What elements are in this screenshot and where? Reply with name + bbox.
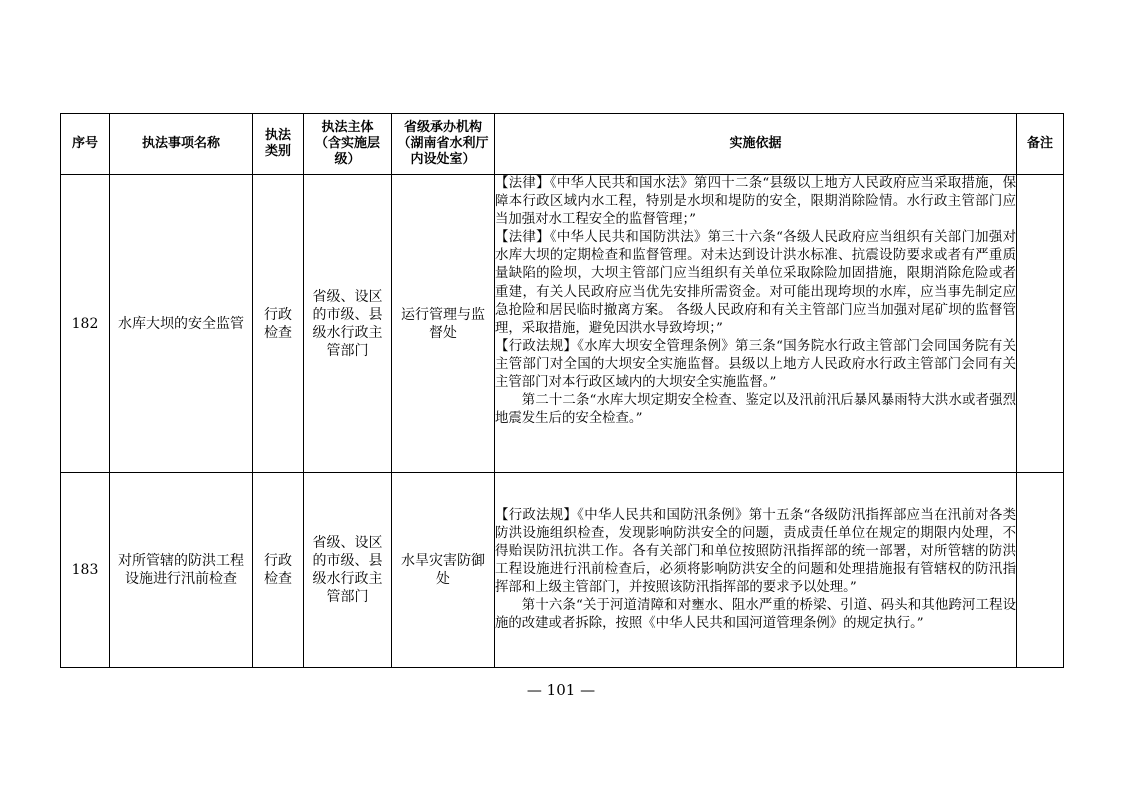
row-agency-text: 水旱灾害防御处 [401, 553, 485, 587]
basis-paragraph: 【行政法规】《中华人民共和国防汛条例》第十五条“各级防汛指挥部应当在汛前对各类防洪设施组织检查，发现影响防洪安全的问题，责成责任单位在规定的期限内处理，不得贻误防汛抗洪工作。各有关部门和单位按照防汛指挥部的统一部署，对所管辖的防洪工程设施进行汛前检查后，必须将影响防洪安全的问题和处理措施报有管辖权的防汛指挥部和上级主管部门，并按照该防汛指挥部的要求予以处理。” [495, 507, 1016, 596]
row-agency [392, 175, 495, 473]
regulation-table-sheet [60, 113, 1063, 668]
row-subject-text: 省级、设区的市级、县级水行政主管部门 [312, 535, 383, 605]
header-remark: 备注 [1017, 114, 1064, 175]
row-agency-text: 运行管理与监督处 [401, 306, 485, 341]
basis-paragraph: 【法律】《中华人民共和国水法》第四十二条“县级以上地方人民政府应当采取措施，保障本行政区域内水工程，特别是水坝和堤防的安全，限期消除险情。水行政主管部门应当加强对水工程安全的监督管理；” [495, 176, 1016, 228]
row-subject [304, 473, 392, 668]
basis-paragraph: 第十六条“关于河道清障和对壅水、阻水严重的桥梁、引道、码头和其他跨河工程设施的改建或者拆除，按照《中华人民共和国河道管理条例》的规定执行。” [495, 598, 1016, 632]
row-name-text: 水库大坝的安全监管 [118, 315, 244, 332]
row-name [110, 175, 253, 473]
row-name-text: 对所管辖的防洪工程设施进行汛前检查 [118, 553, 244, 587]
row-basis [495, 473, 1017, 668]
basis-paragraph: 【法律】《中华人民共和国防洪法》第三十六条“各级人民政府应当组织有关部门加强对水库大坝的定期检查和监督管理。对未达到设计洪水标准、抗震设防要求或者有严重质量缺陷的险坝，大坝主管部门应当组织有关单位采取除险加固措施，限期消除危险或者重建，有关人民政府应当优先安排所需资金。对可能出现垮坝的水库，应当事先制定应急抢险和居民临时撤离方案。 各级人民政府和有关主管部门应当加强对尾矿坝的监督管理，采取措施，避免因洪水导致垮坝；” [495, 230, 1016, 336]
header-name: 执法事项名称 [110, 114, 253, 175]
table-row [61, 175, 1064, 473]
header-agency [392, 114, 495, 175]
header-basis: 实施依据 [495, 114, 1017, 175]
header-category [253, 114, 304, 175]
table-header-row [61, 114, 1064, 175]
row-no: 183 [61, 473, 110, 668]
row-subject-text: 省级、设区的市级、县级水行政主管部门 [312, 288, 383, 359]
row-remark [1017, 175, 1064, 473]
basis-paragraph: 第二十二条“水库大坝定期安全检查、鉴定以及汛前汛后暴风暴雨特大洪水或者强烈地震发生后的安全检查。” [495, 393, 1016, 427]
row-remark [1017, 473, 1064, 668]
header-no: 序号 [61, 114, 110, 175]
row-category [253, 473, 304, 668]
header-category-label: 执法类别 [264, 128, 291, 159]
header-agency-label: 省级承办机构（湖南省水利厅内设处室） [397, 120, 489, 167]
page-number: — 101 — [526, 681, 596, 699]
row-agency [392, 473, 495, 668]
basis-paragraph: 【行政法规】《水库大坝安全管理条例》第三条“国务院水行政主管部门会同国务院有关主管部门对全国的大坝安全实施监督。县级以上地方人民政府水行政主管部门会同有关主管部门对本行政区域内的大坝安全实施监督。” [495, 338, 1016, 391]
header-subject [304, 114, 392, 175]
row-name [110, 473, 253, 668]
enforcement-items-table [60, 113, 1064, 668]
row-category [253, 175, 304, 473]
row-category-text: 行政检查 [264, 553, 292, 587]
table-row [61, 473, 1064, 668]
row-no: 182 [61, 175, 110, 473]
row-subject [304, 175, 392, 473]
row-basis [495, 175, 1017, 473]
header-subject-label: 执法主体（含实施层级） [314, 120, 380, 167]
row-category-text: 行政检查 [264, 306, 292, 341]
